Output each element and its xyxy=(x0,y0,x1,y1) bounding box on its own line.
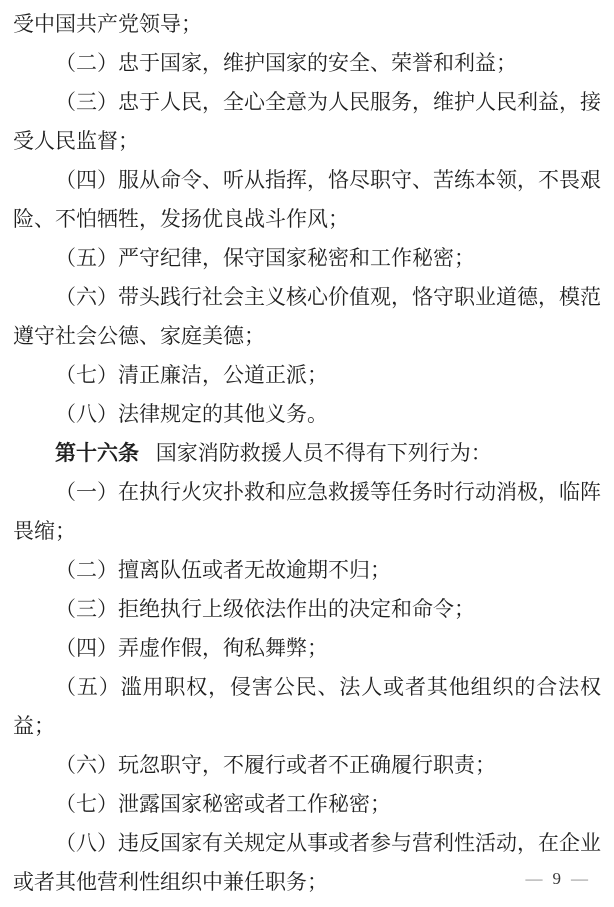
paragraph-article-16 xyxy=(13,434,601,473)
paragraph-prohibition-4: （四）弄虚作假，徇私舞弊； xyxy=(55,636,328,660)
page-number-dash-left: — xyxy=(525,869,543,888)
paragraph-prohibition-7: （七）泄露国家秘密或者工作秘密； xyxy=(55,792,391,816)
paragraph-duty-3: （三）忠于人民，全心全意为人民服务，维护人民利益，接受人民监督； xyxy=(13,90,601,153)
page-number-value: 9 xyxy=(552,869,561,888)
paragraph-prohibition-8: （八）违反国家有关规定从事或者参与营利性活动，在企业或者其他营利性组织中兼任职务； xyxy=(13,831,601,894)
paragraph-duty-4: （四）服从命令、听从指挥，恪尽职守、苦练本领，不畏艰险、不怕牺牲，发扬优良战斗作风； xyxy=(13,168,601,231)
article-text: 国家消防救援人员不得有下列行为： xyxy=(155,441,492,465)
page-number xyxy=(526,869,589,889)
paragraph-prohibition-1: （一）在执行火灾扑救和应急救援等任务时行动消极，临阵畏缩； xyxy=(13,480,601,543)
paragraph-duty-7: （七）清正廉洁，公道正派； xyxy=(55,363,328,387)
paragraph-duty-6: （六）带头践行社会主义核心价值观，恪守职业道德，模范遵守社会公德、家庭美德； xyxy=(13,285,601,348)
paragraph-continuation: 受中国共产党领导； xyxy=(13,12,202,36)
paragraph-prohibition-5: （五）滥用职权，侵害公民、法人或者其他组织的合法权益； xyxy=(13,675,601,738)
paragraph-duty-2: （二）忠于国家，维护国家的安全、荣誉和利益； xyxy=(55,51,517,75)
paragraph-prohibition-3: （三）拒绝执行上级依法作出的决定和命令； xyxy=(55,597,475,621)
paragraph-duty-5: （五）严守纪律，保守国家秘密和工作秘密； xyxy=(55,246,475,270)
page-content xyxy=(13,5,601,902)
paragraph-duty-8: （八）法律规定的其他义务。 xyxy=(55,402,328,426)
paragraph-prohibition-2: （二）擅离队伍或者无故逾期不归； xyxy=(55,558,391,582)
page-number-dash-right: — xyxy=(571,869,588,888)
article-number-label: 第十六条 xyxy=(55,442,139,465)
paragraph-prohibition-6: （六）玩忽职守，不履行或者不正确履行职责； xyxy=(55,753,496,777)
